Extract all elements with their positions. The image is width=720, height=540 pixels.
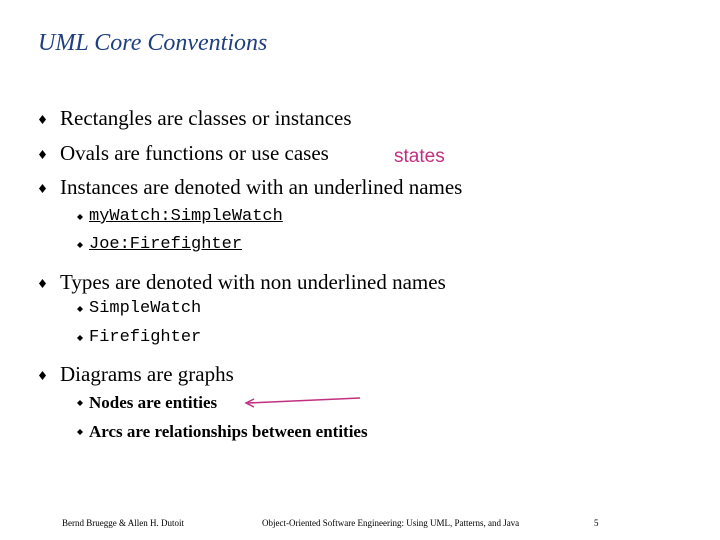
bullet-types: Types are denoted with non underlined names bbox=[60, 270, 446, 294]
states-annotation: states bbox=[394, 146, 445, 167]
graph-nodes: Nodes are entities bbox=[89, 393, 218, 412]
bullet-icon bbox=[39, 115, 46, 124]
type-firefighter: Firefighter bbox=[89, 328, 202, 347]
instance-mywatch: myWatch:SimpleWatch bbox=[89, 207, 283, 226]
sub-bullet-icon bbox=[77, 306, 83, 312]
bullet-instances: Instances are denoted with an underlined names bbox=[60, 175, 463, 199]
slide-title: UML Core Conventions bbox=[38, 30, 268, 56]
sub-bullet-icon bbox=[77, 335, 83, 341]
sub-bullet-icon bbox=[77, 214, 83, 220]
sub-bullet-icon bbox=[77, 242, 83, 248]
bullet-rectangles: Rectangles are classes or instances bbox=[60, 106, 352, 130]
bullet-icon bbox=[39, 371, 46, 380]
instance-joe: Joe:Firefighter bbox=[89, 235, 243, 254]
graph-arcs: Arcs are relationships between entities bbox=[89, 422, 368, 441]
footer-book: Object-Oriented Software Engineering: Using UML, Patterns, and Java bbox=[262, 518, 520, 528]
bullet-diagrams: Diagrams are graphs bbox=[60, 362, 234, 386]
bullet-icon bbox=[39, 184, 46, 193]
arrow-annotation bbox=[240, 392, 370, 410]
bullet-icon bbox=[39, 150, 46, 159]
page-number: 5 bbox=[594, 518, 599, 528]
arrow-shaft bbox=[248, 398, 360, 403]
sub-bullet-icon bbox=[77, 400, 83, 406]
type-simplewatch: SimpleWatch bbox=[89, 299, 202, 318]
footer-authors: Bernd Bruegge & Allen H. Dutoit bbox=[62, 518, 184, 528]
sub-bullet-icon bbox=[77, 429, 83, 435]
bullet-ovals: Ovals are functions or use cases bbox=[60, 141, 329, 165]
bullet-icon bbox=[39, 279, 46, 288]
